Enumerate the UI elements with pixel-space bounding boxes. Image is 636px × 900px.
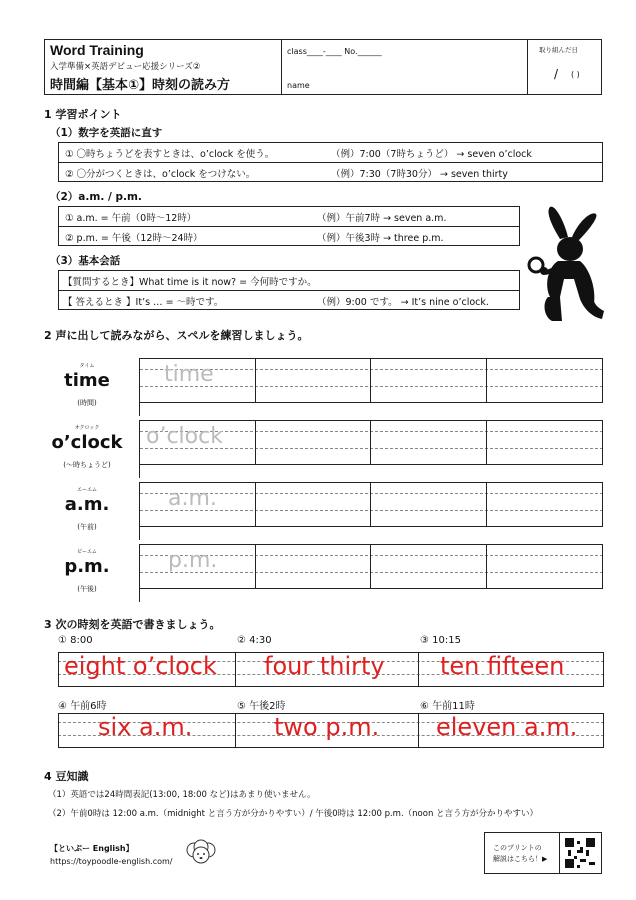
trivia-item: （1）英語では24時間表記(13:00, 18:00 など)はあまり使いません。 [48, 790, 316, 800]
answer-text: ten fifteen [440, 652, 565, 680]
rule-row-right: （例）7:00（7時ちょうど） → seven o’clock [331, 149, 532, 160]
section1-sub2-heading: （2）a.m. / p.m. [50, 191, 142, 203]
section3-heading: 3 次の時刻を英語で書きましょう。 [44, 618, 221, 631]
section1-sub3-heading: （3）基本会話 [50, 255, 121, 267]
word-gloss: (時間) [77, 399, 97, 407]
time-label: ④ 午前6時 [58, 701, 107, 712]
class-number-label: class____-____ No.______ [287, 47, 382, 56]
rule-row-left: ② p.m. = 午後（12時〜24時） [65, 233, 203, 244]
time-label: ③ 10:15 [420, 635, 461, 646]
trace-word: o’clock [146, 424, 223, 449]
series-name: 入学準備×英語デビュー応援シリーズ② [50, 62, 201, 72]
answer-text: four thirty [264, 652, 385, 680]
practice-row [44, 418, 604, 482]
qr-text-line2: 解説はこちら！▶ [493, 855, 548, 863]
word-gloss: (午前) [77, 523, 97, 531]
rabbit-detective-illustration [520, 205, 610, 327]
practice-row [44, 480, 604, 544]
qr-code-icon[interactable] [565, 838, 595, 868]
word-label: time [64, 370, 110, 391]
handwriting-lines[interactable] [139, 482, 603, 540]
header-student-cell [281, 40, 528, 94]
date-slash: / [554, 67, 559, 81]
qr-explanation-box[interactable] [484, 832, 602, 874]
word-gloss: (〜時ちょうど) [63, 461, 111, 469]
practice-row [44, 356, 604, 420]
conversation-box [58, 270, 520, 310]
rule-row-left: ① a.m. = 午前（0時〜12時） [65, 213, 197, 224]
answer-lines-row1[interactable] [58, 652, 604, 688]
worksheet-header [44, 39, 602, 95]
section2-heading: 2 声に出して読みながら、スペルを練習しましょう。 [44, 329, 309, 342]
section4-heading: 4 豆知識 [44, 770, 89, 783]
time-label: ② 4:30 [237, 635, 272, 646]
rules-box-ampm [58, 206, 520, 246]
answer-text: eleven a.m. [436, 713, 578, 741]
handwriting-lines[interactable] [139, 358, 603, 416]
rule-row-left: ① 〇時ちょうどを表すときは、o’clock を使う。 [65, 149, 275, 160]
section1-sub1-heading: （1）数字を英語に直す [50, 127, 163, 139]
word-ruby: ピーエム [77, 549, 97, 555]
answer-lines-row2[interactable] [58, 713, 604, 749]
word-label: a.m. [64, 494, 110, 515]
poodle-mascot-icon [184, 838, 218, 868]
trivia-item: （2）午前0時は 12:00 a.m.（midnight と言う方が分かりやすい）/ 午後0時は 12:00 p.m.（noon と言う方が分かりやすい） [48, 809, 539, 819]
rule-row-right: （例）午後3時 → three p.m. [317, 233, 444, 244]
word-ruby: エーエム [76, 487, 97, 493]
trace-word: time [164, 362, 214, 387]
name-label: name [287, 81, 310, 90]
trace-word: p.m. [168, 548, 218, 573]
word-ruby: オクロック [74, 425, 100, 431]
conversation-example: （例）9:00 です。 → It’s nine o’clock. [317, 297, 489, 308]
conversation-answer: 【 答えるとき 】It’s … = 〜時です。 [63, 297, 224, 308]
answer-text: eight o’clock [64, 652, 217, 680]
handwriting-lines[interactable] [139, 420, 603, 478]
answer-text: six a.m. [98, 713, 193, 741]
time-label: ⑤ 午後2時 [237, 701, 286, 712]
date-weekday: ( ) [571, 70, 580, 79]
qr-text-line1: このプリントの [493, 844, 542, 852]
handwriting-lines[interactable] [139, 544, 603, 602]
answer-text: two p.m. [274, 713, 380, 741]
brand-url[interactable]: https://toypoodle-english.com/ [50, 857, 173, 866]
rules-box-numbers [58, 142, 603, 182]
unit-title: 時間編【基本①】時刻の読み方 [50, 78, 231, 93]
word-label: o’clock [51, 432, 123, 453]
conversation-question: 【質問するとき】What time is it now? = 今何時ですか。 [63, 277, 317, 288]
time-label: ① 8:00 [58, 635, 93, 646]
practice-row [44, 542, 604, 606]
header-date-cell [527, 40, 601, 94]
section1-heading: 1 学習ポイント [44, 108, 122, 121]
time-label: ⑥ 午前11時 [420, 701, 475, 712]
rule-row-right: （例）7:30（7時30分） → seven thirty [331, 169, 508, 180]
word-gloss: (午後) [77, 585, 97, 593]
rule-row-left: ② 〇分がつくときは、o’clock をつけない。 [65, 169, 256, 180]
date-label: 取り組んだ日 [539, 46, 578, 54]
trace-word: a.m. [168, 486, 217, 511]
brand-name: 【といぷー English】 [50, 844, 134, 853]
header-title-cell [45, 40, 282, 94]
rule-row-right: （例）午前7時 → seven a.m. [317, 213, 447, 224]
worksheet-title: Word Training [50, 42, 144, 58]
word-label: p.m. [64, 556, 110, 577]
word-ruby: タイム [79, 363, 95, 369]
